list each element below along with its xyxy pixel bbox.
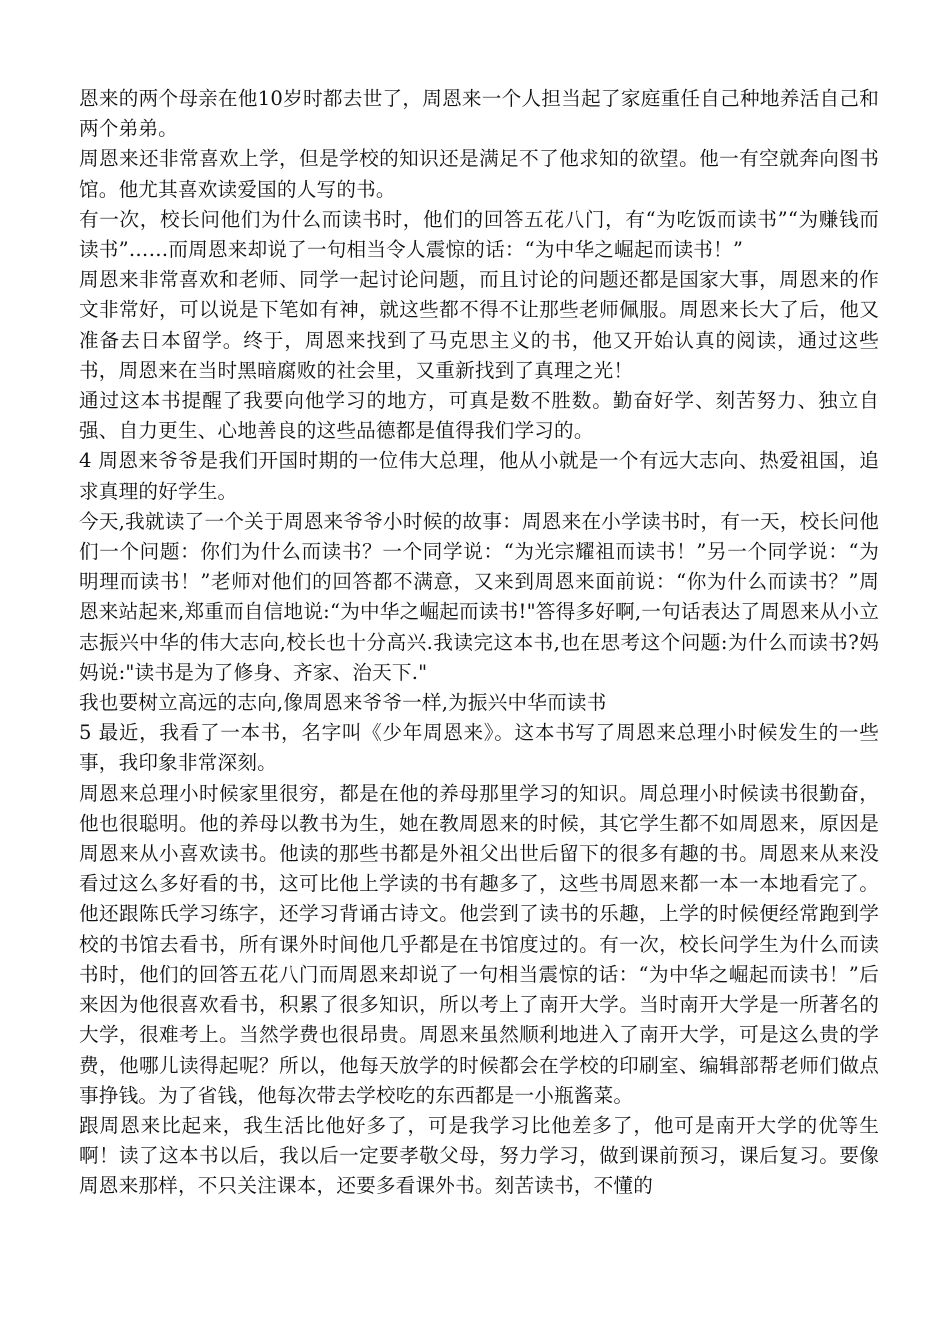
paragraph: 今天,我就读了一个关于周恩来爷爷小时候的故事：周恩来在小学读书时，有一天，校长问他们一个问题：你们为什么而读书？一个同学说：“为光宗耀祖而读书！”另一个同学说：“为明理而读书！”老师对他们的回答都不满意，又来到周恩来面前说：“你为什么而读书？”周恩来站起来,郑重而自信地说:“为中华之崛起而读书!"答得多好啊,一句话表达了周恩来从小立志振兴中华的伟大志向,校长也十分高兴.我读完这本书,也在思考这个问题:为什么而读书?妈妈说:"读书是为了修身、齐家、治天下." (79, 509, 879, 684)
paragraph: 有一次，校长问他们为什么而读书时，他们的回答五花八门，有“为吃饭而读书”“为赚钱而读书”……而周恩来却说了一句相当令人震惊的话：“为中华之崛起而读书！” (79, 207, 879, 262)
paragraph: 恩来的两个母亲在他10岁时都去世了，周恩来一个人担当起了家庭重任自己种地养活自己和两个弟弟。 (79, 87, 879, 141)
paragraph: 我也要树立高远的志向,像周恩来爷爷一样,为振兴中华而读书 (79, 691, 607, 715)
paragraph: 跟周恩来比起来，我生活比他好多了，可是我学习比他差多了，他可是南开大学的优等生啊！读了这本书以后，我以后一定要孝敬父母，努力学习，做到课前预习，课后复习。要像周恩来那样，不只关注课本，还要多看课外书。刻苦读书，不懂的 (79, 1113, 879, 1198)
paragraph: 4 周恩来爷爷是我们开国时期的一位伟大总理，他从小就是一个有远大志向、热爱祖国，追求真理的好学生。 (79, 449, 879, 503)
document-page (79, 84, 879, 1202)
paragraph: 周恩来还非常喜欢上学，但是学校的知识还是满足不了他求知的欲望。他一有空就奔向图书馆。他尤其喜欢读爱国的人写的书。 (79, 147, 879, 201)
paragraph: 周恩来非常喜欢和老师、同学一起讨论问题，而且讨论的问题还都是国家大事，周恩来的作文非常好，可以说是下笔如有神，就这些都不得不让那些老师佩服。周恩来长大了后，他又准备去日本留学。终于，周恩来找到了马克思主义的书，他又开始认真的阅读，通过这些书，周恩来在当时黑暗腐败的社会里，又重新找到了真理之光！ (79, 268, 879, 382)
paragraph: 周恩来总理小时候家里很穷，都是在他的养母那里学习的知识。周总理小时候读书很勤奋，他也很聪明。他的养母以教书为生，她在教周恩来的时候，其它学生都不如周恩来，原因是周恩来从小喜欢读书。他读的那些书都是外祖父出世后留下的很多有趣的书。周恩来从来没看过这么多好看的书，这可比他上学读的书有趣多了，这些书周恩来都一本一本地看完了。他还跟陈氏学习练字，还学习背诵古诗文。他尝到了读书的乐趣，上学的时候便经常跑到学校的书馆去看书，所有课外时间他几乎都是在书馆度过的。有一次，校长问学生为什么而读书时，他们的回答五花八门而周恩来却说了一句相当震惊的话：“为中华之崛起而读书！”后来因为他很喜欢看书，积累了很多知识，所以考上了南开大学。当时南开大学是一所著名的大学，很难考上。当然学费也很昂贵。周恩来虽然顺利地进入了南开大学，可是这么贵的学费，他哪儿读得起呢？所以，他每天放学的时候都会在学校的印刷室、编辑部帮老师们做点事挣钱。为了省钱，他每次带去学校吃的东西都是一小瓶酱菜。 (79, 781, 879, 1107)
paragraph: 通过这本书提醒了我要向他学习的地方，可真是数不胜数。勤奋好学、刻苦努力、独立自强、自力更生、心地善良的这些品德都是值得我们学习的。 (79, 389, 879, 443)
paragraph: 5 最近，我看了一本书，名字叫《少年周恩来》。这本书写了周恩来总理小时候发生的一些事，我印象非常深刻。 (79, 721, 879, 775)
